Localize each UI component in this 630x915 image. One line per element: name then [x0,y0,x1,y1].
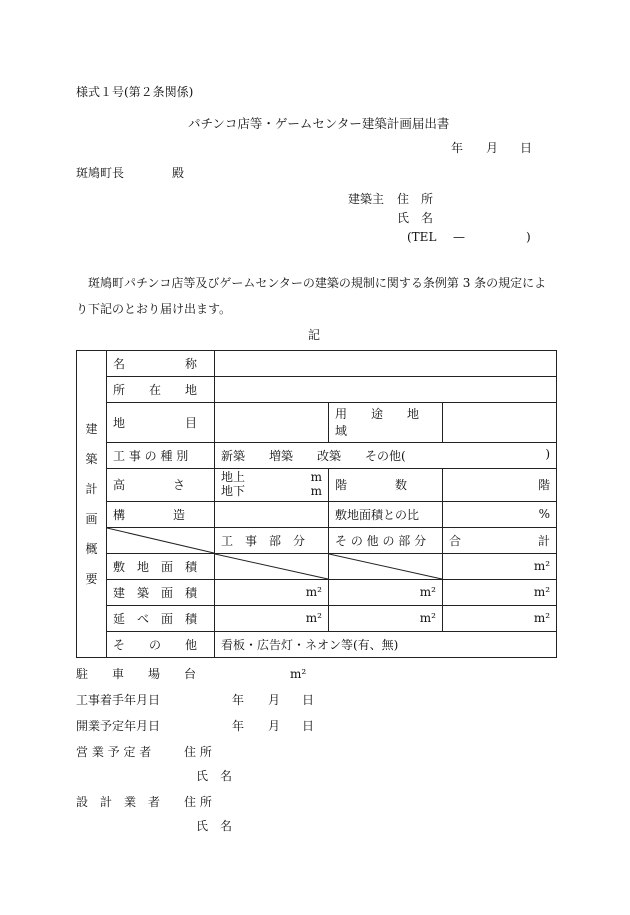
operator-address-label: 住 所 [184,745,212,759]
other-label: そ の 他 [107,631,215,657]
floors-field[interactable] [443,468,557,501]
other-part-header: そ の 他 の 部 分 [329,527,443,553]
structure-label: 構 造 [107,501,215,527]
floor-area-work-field[interactable] [215,605,329,631]
floor-area-other-field[interactable] [329,605,443,631]
open-date-year: 年 [232,719,245,733]
floor-area-total-field[interactable] [443,605,557,631]
total-label: 計 [538,533,551,548]
building-area-other-field[interactable] [329,579,443,605]
designer-address-label: 住 所 [184,795,212,809]
designer-label: 設 計 業 者 [76,795,161,809]
body-text-line-2: り下記のとおり届け出ます。 [76,302,232,316]
date-month: 月 [486,141,499,155]
addressee-honorific: 殿 [172,166,185,180]
open-date-day: 日 [302,719,315,733]
site-area-label: 敷 地 面 積 [107,553,215,579]
above-ground-label: 地上 [221,469,246,484]
open-date-label: 開業予定年月日 [76,719,161,733]
floors-label: 階 数 [329,468,443,501]
parking-unit: m² [290,667,307,681]
start-date-label: 工事着手年月日 [76,693,161,707]
height-label: 高 さ [107,468,215,501]
side-char: 要 [85,572,98,586]
height-field[interactable] [215,468,329,501]
construction-type-label: 工 事 の 種 別 [107,442,215,468]
area-unit: m² [419,585,436,600]
side-char: 画 [85,512,98,526]
ki-heading: 記 [308,328,321,342]
side-char: 建 [85,422,98,436]
start-date-year: 年 [232,693,245,707]
total-label: 合 [449,533,462,548]
designer-name-label: 氏 名 [196,819,233,833]
side-char: 概 [85,542,98,556]
site-ratio-label: 敷地面積との比 [329,501,443,527]
date-day: 日 [520,141,533,155]
body-text-line-1: 斑鳩町パチンコ店等及びゲームセンターの建築の規制に関する条例第 3 条の規定によ [88,276,547,290]
operator-name-label: 氏 名 [196,769,233,783]
area-unit: m² [533,585,551,600]
side-label [77,351,107,658]
structure-field[interactable] [215,501,329,527]
addressee-name: 斑鳩町長 [76,166,125,180]
work-part-header: 工 事 部 分 [215,527,329,553]
diagonal-line [107,528,214,553]
land-category-label: 地 目 [107,403,215,443]
building-area-label: 建 築 面 積 [107,579,215,605]
other-field[interactable]: 看板・広告灯・ネオン等(有、無) [215,631,557,657]
start-date-day: 日 [302,693,315,707]
building-area-total-field[interactable] [443,579,557,605]
location-label: 所 在 地 [107,377,215,403]
floor-unit: 階 [538,478,551,493]
name-label: 名 称 [107,351,215,377]
area-unit: m² [533,559,551,574]
construction-options: 新築 増築 改築 その他( [221,448,406,463]
form-title: パチンコ店等・ゲームセンター建築計画届出書 [188,116,450,131]
applicant-tel-label: (TEL [407,230,437,244]
building-plan-table [76,350,557,658]
date-year: 年 [451,141,464,155]
site-area-work-cell [215,553,329,579]
total-header [443,527,557,553]
site-area-other-cell [329,553,443,579]
diagonal-line [329,554,442,579]
area-unit: m² [419,611,436,626]
name-field[interactable] [215,351,557,377]
parking-label: 駐 車 場 台 [76,667,197,681]
floor-area-label: 延 べ 面 積 [107,605,215,631]
area-unit: m² [533,611,551,626]
form-number: 様式１号(第２条関係) [76,85,194,99]
location-field[interactable] [215,377,557,403]
applicant-tel-dash: — [453,230,465,244]
operator-label: 営 業 予 定 者 [76,745,152,759]
side-char: 築 [85,452,98,466]
header-diagonal-cell [107,527,215,553]
construction-close: ) [545,446,551,461]
meter-unit: m [310,483,322,498]
applicant-label: 建築主 [348,192,385,206]
below-ground-label: 地下 [221,483,246,498]
usage-zone-field[interactable] [443,403,557,443]
open-date-month: 月 [268,719,281,733]
site-area-total-field[interactable] [443,553,557,579]
start-date-month: 月 [268,693,281,707]
side-char: 計 [85,482,98,496]
land-category-field[interactable] [215,403,329,443]
applicant-tel-close: ) [526,230,531,244]
applicant-name-label: 氏 名 [397,211,434,225]
area-unit: m² [305,585,322,600]
usage-zone-label: 用 途 地 域 [329,403,443,443]
percent-unit: % [538,507,551,522]
site-ratio-field[interactable] [443,501,557,527]
construction-type-field[interactable] [215,442,557,468]
building-area-work-field[interactable] [215,579,329,605]
applicant-address-label: 住 所 [397,192,434,206]
diagonal-line [215,554,328,579]
area-unit: m² [305,611,322,626]
meter-unit: m [310,469,322,484]
